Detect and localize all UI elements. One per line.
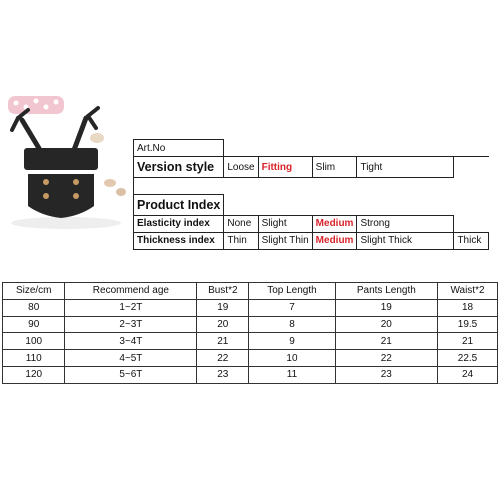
column-header-top-length: Top Length (249, 283, 335, 300)
cell-size: 100 (3, 333, 65, 350)
elasticity-option-slight: Slight (258, 215, 312, 232)
crop-top (24, 148, 98, 170)
product-index-table (133, 139, 489, 250)
strap-ties (12, 108, 98, 150)
elasticity-option-strong: Strong (357, 215, 454, 232)
table-row (3, 350, 498, 367)
cell-pants-length: 23 (335, 366, 437, 383)
size-chart-table (2, 282, 498, 384)
product-index-heading: Product Index (134, 194, 224, 215)
art-no-label: Art.No (134, 140, 224, 157)
cell-top-length: 8 (249, 316, 335, 333)
cell-bust: 22 (197, 350, 249, 367)
thickness-option-thick: Thick (454, 232, 489, 249)
thickness-option-slight-thin: Slight Thin (258, 232, 312, 249)
version-option-fitting: Fitting (258, 157, 312, 178)
cell-top-length: 11 (249, 366, 335, 383)
cell-pants-length: 20 (335, 316, 437, 333)
cell-pants-length: 19 (335, 299, 437, 316)
cell-top-length: 9 (249, 333, 335, 350)
cell-pants-length: 21 (335, 333, 437, 350)
cell-top-length: 10 (249, 350, 335, 367)
cell-age: 1~2T (65, 299, 197, 316)
cell-waist: 18 (438, 299, 498, 316)
column-header-recommend-age: Recommend age (65, 283, 197, 300)
thickness-option-slight-thick: Slight Thick (357, 232, 454, 249)
headband (8, 96, 64, 114)
cell-size: 120 (3, 366, 65, 383)
column-header-bust: Bust*2 (197, 283, 249, 300)
cell-waist: 19.5 (438, 316, 498, 333)
cell-top-length: 7 (249, 299, 335, 316)
cell-pants-length: 22 (335, 350, 437, 367)
cell-waist: 21 (438, 333, 498, 350)
cell-bust: 20 (197, 316, 249, 333)
elasticity-option-medium: Medium (312, 215, 357, 232)
cell-age: 4~5T (65, 350, 197, 367)
table-row (3, 366, 498, 383)
table-row (3, 316, 498, 333)
cell-bust: 19 (197, 299, 249, 316)
version-style-label: Version style (134, 157, 224, 178)
cell-size: 110 (3, 350, 65, 367)
table-row (3, 333, 498, 350)
cell-bust: 21 (197, 333, 249, 350)
column-header-size: Size/cm (3, 283, 65, 300)
version-option-loose: Loose (224, 157, 258, 178)
cell-size: 90 (3, 316, 65, 333)
cell-age: 2~3T (65, 316, 197, 333)
product-photo (0, 88, 133, 230)
cell-waist: 22.5 (438, 350, 498, 367)
table-row (3, 299, 498, 316)
version-option-tight: Tight (357, 157, 454, 178)
cell-size: 80 (3, 299, 65, 316)
thickness-index-label: Thickness index (134, 232, 224, 249)
size-table-header-row (3, 283, 498, 300)
cell-age: 3~4T (65, 333, 197, 350)
column-header-pants-length: Pants Length (335, 283, 437, 300)
version-option-slim: Slim (312, 157, 357, 178)
elasticity-option-none: None (224, 215, 258, 232)
cell-age: 5~6T (65, 366, 197, 383)
cell-bust: 23 (197, 366, 249, 383)
elasticity-index-label: Elasticity index (134, 215, 224, 232)
column-header-waist: Waist*2 (438, 283, 498, 300)
high-waist-shorts (28, 174, 94, 218)
thickness-option-thin: Thin (224, 232, 258, 249)
thickness-option-medium: Medium (312, 232, 357, 249)
cell-waist: 24 (438, 366, 498, 383)
